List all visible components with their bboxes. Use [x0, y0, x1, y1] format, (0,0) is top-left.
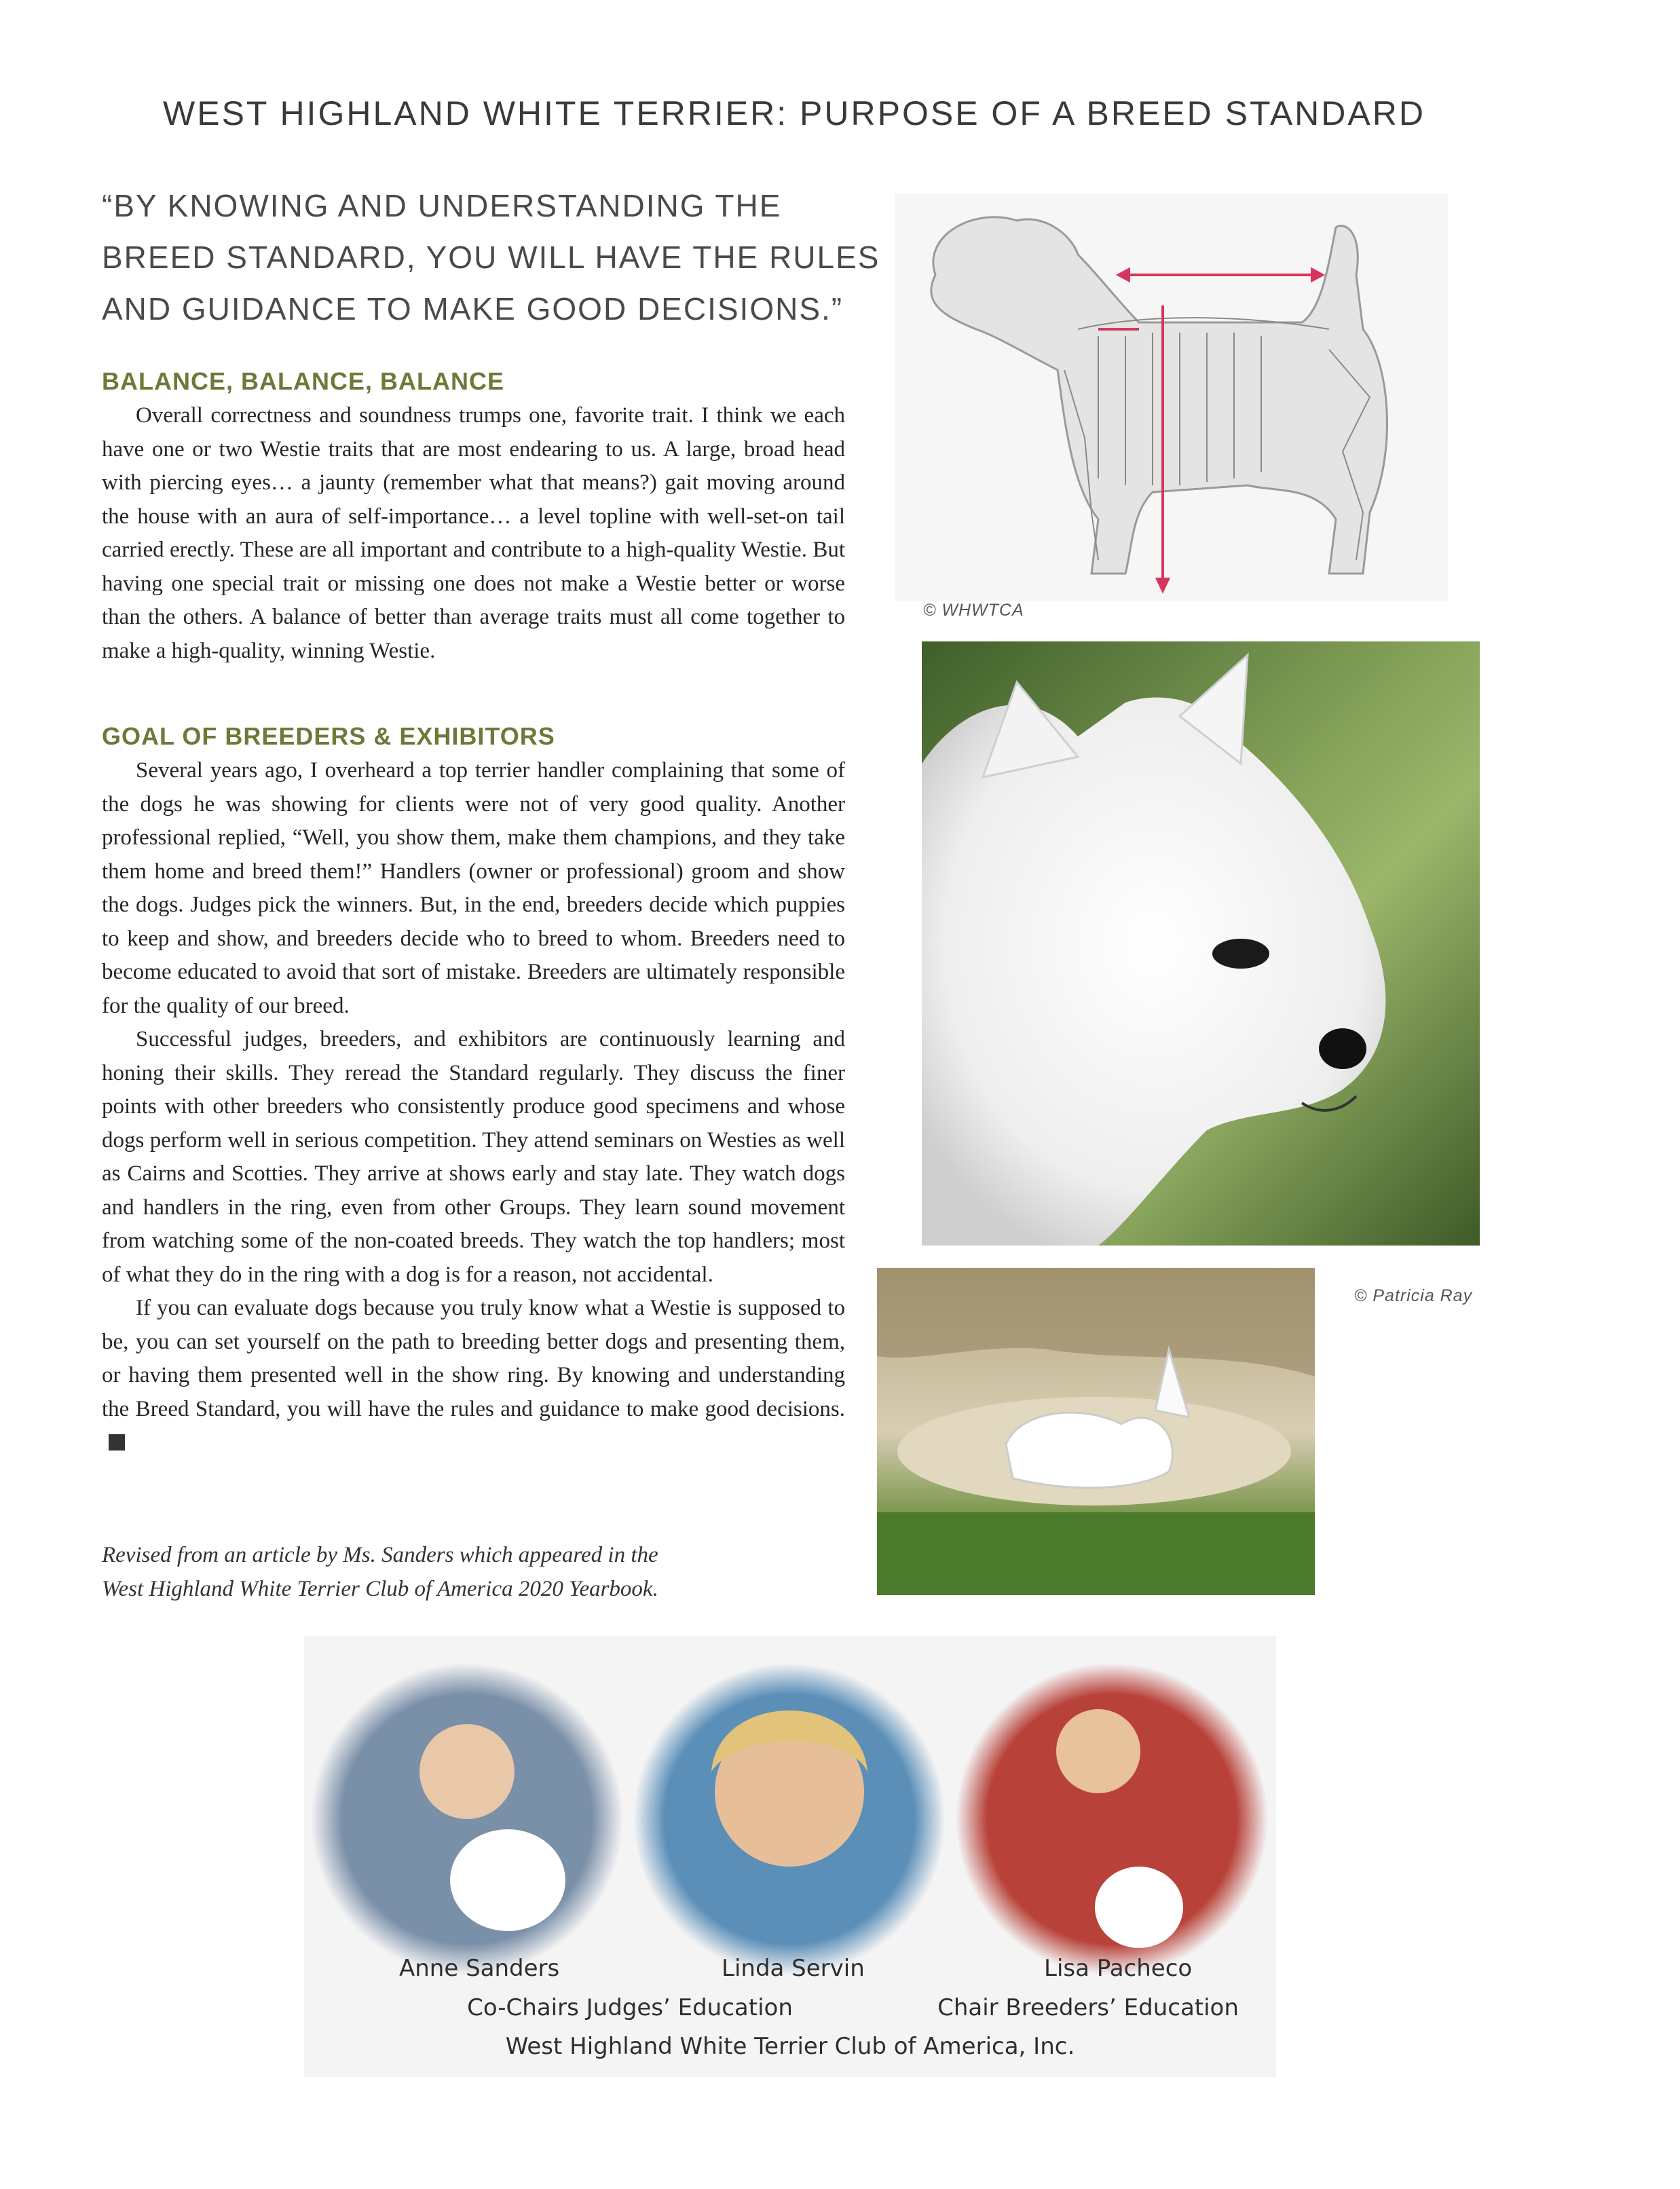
member-name: Lisa Pacheco — [1044, 1955, 1193, 1982]
body-paragraph: Overall correctness and soundness trumps one, favorite trait. I think we each have one or two Westie traits that are most endearing to us. A large, broad head with piercing eyes… a jaunty (remember what that means?) gait moving around the house with an aura of self-importance… a level topline with well-set-on tail carried erectly. These are all important and contribute to a high-quality Westie. But having one special trait or missing one does not make a Westie better or worse than the others. A balance of better than average traits must all come together to make a high-quality, winning Westie. — [102, 403, 845, 663]
pull-quote-line: BREED STANDARD, YOU WILL HAVE THE RULES — [102, 240, 880, 275]
article-credit — [102, 1538, 658, 1606]
photo-caption: © Patricia Ray — [1354, 1286, 1473, 1305]
section-heading: GOAL OF BREEDERS & EXHIBITORS — [102, 722, 555, 750]
education-committee-panel — [304, 1636, 1276, 2077]
westie-portrait-illustration — [922, 641, 1480, 1246]
page-header: WEST HIGHLAND WHITE TERRIER: PURPOSE OF A BREED STANDARD — [163, 94, 1425, 132]
section-goal — [102, 722, 845, 1460]
member-name: Anne Sanders — [399, 1955, 560, 1982]
section-heading: BALANCE, BALANCE, BALANCE — [102, 367, 504, 395]
westie-portrait-photo — [922, 641, 1480, 1246]
westie-yard-illustration — [877, 1268, 1315, 1595]
member-role: Co-Chairs Judges’ Education — [467, 1994, 793, 2021]
body-paragraph: Several years ago, I overheard a top terrier handler complaining that some of the dogs he was showing for clients were not of very good quality. Another professional replied, “Well, you show them, make them champions, and they take them home and breed them!” Handlers (owner or professional) groom and show the dogs. Judges pick the winners. But, in the end, breeders decide which puppies to keep and show, and breeders decide who to breed to whom. Breeders need to become educated to avoid that sort of mistake. Breeders are ultimately responsible for the quality of our breed. — [102, 758, 845, 1018]
member-role: Chair Breeders’ Education — [937, 1994, 1239, 2021]
body-paragraph — [102, 1292, 845, 1460]
end-mark-icon — [109, 1434, 125, 1451]
westie-skeleton-illustration — [895, 193, 1448, 601]
article-credit-line: West Highland White Terrier Club of America 2020 Yearbook. — [102, 1577, 658, 1601]
pull-quote-line: AND GUIDANCE TO MAKE GOOD DECISIONS.” — [102, 291, 844, 326]
anatomy-diagram — [895, 193, 1448, 601]
organization-name: West Highland White Terrier Club of America, Inc. — [505, 2033, 1075, 2060]
diagram-caption: © WHWTCA — [923, 601, 1024, 620]
article-credit-line: Revised from an article by Ms. Sanders which appeared in the — [102, 1543, 658, 1567]
closing-paragraph-text: If you can evaluate dogs because you truly know what a Westie is supposed to be, you can set yourself on the path to breeding better dogs and presenting them, or having them presented well in the show ring. By knowing and understanding the Breed Standard, you will have the rules and guidance to make good decisions. — [102, 1296, 845, 1421]
pull-quote-line: “BY KNOWING AND UNDERSTANDING THE — [102, 188, 782, 223]
body-paragraph: Successful judges, breeders, and exhibitors are continuously learning and honing their skills. They reread the Standard regularly. They discuss the finer points with other breeders who consistently produce good specimens and whose dogs perform well in serious competition. They attend seminars on Westies as well as Cairns and Scotties. They arrive at shows early and stay late. They watch dogs and handlers in the ring, even from other Groups. They learn sound movement from watching some of the non-coated breeds. They watch the top handlers; most of what they do in the ring with a dog is for a reason, not accidental. — [102, 1027, 845, 1287]
section-balance — [102, 367, 845, 668]
member-name: Linda Servin — [722, 1955, 865, 1982]
westie-yard-photo — [877, 1268, 1315, 1595]
pull-quote — [102, 180, 880, 335]
